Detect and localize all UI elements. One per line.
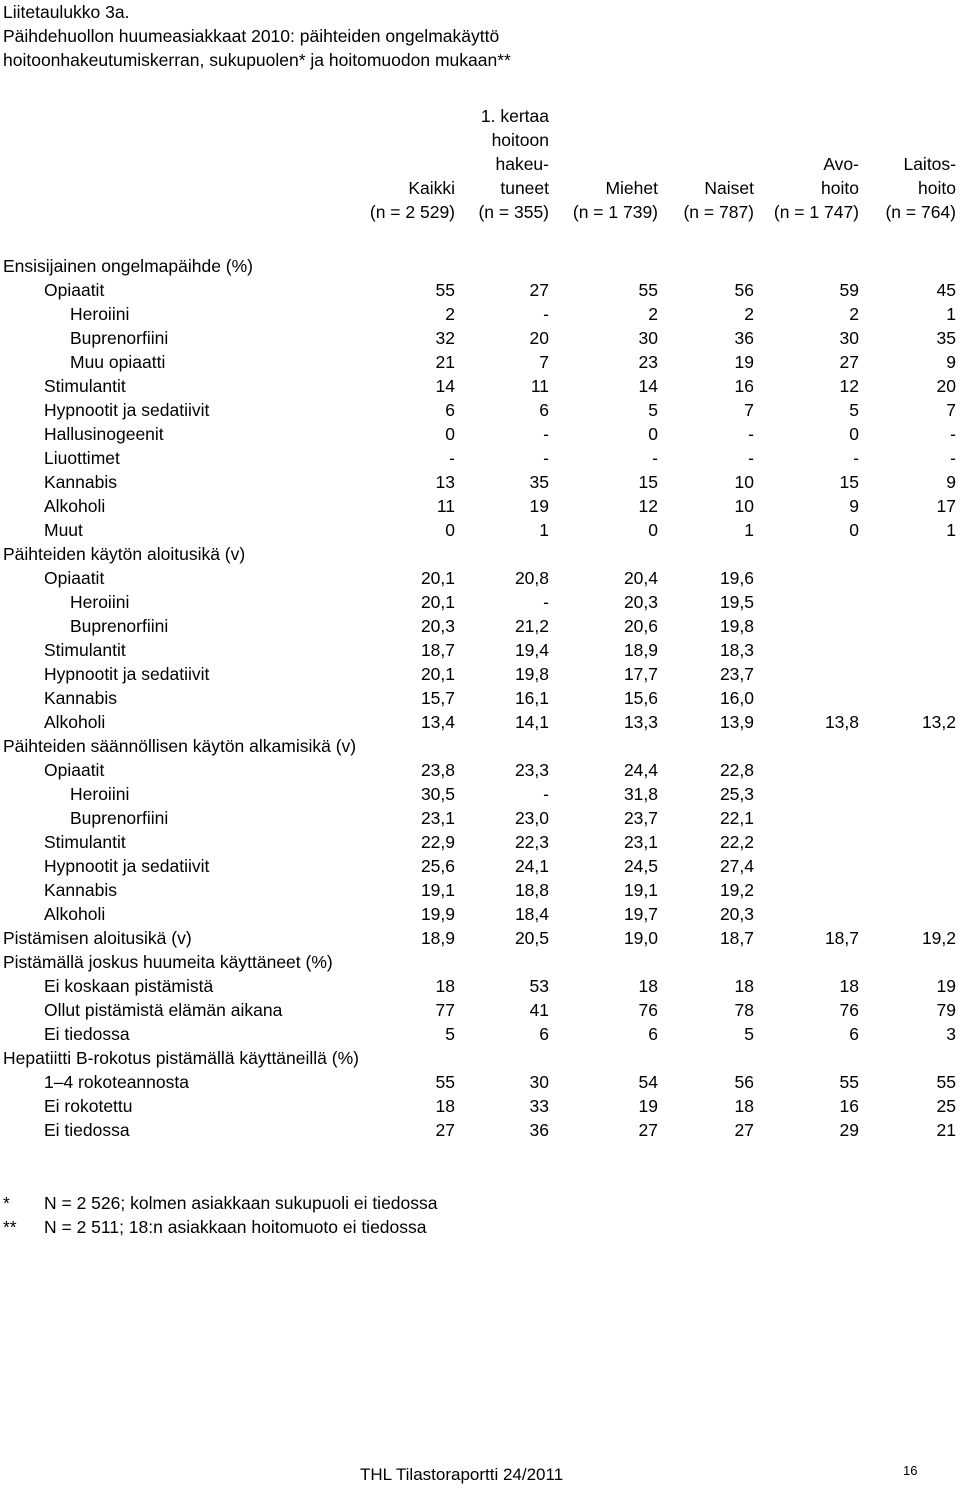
table-cell: 19,1	[420, 880, 455, 900]
appendix-label: Liitetaulukko 3a.	[3, 2, 130, 22]
table-cell: 20,3	[719, 904, 754, 924]
table-cell: -	[449, 448, 455, 468]
table-cell: 30	[638, 328, 658, 348]
row-label: Hepatiitti B-rokotus pistämällä käyttäneillä (%)	[3, 1048, 359, 1068]
table-cell: 27	[839, 352, 859, 372]
table-cell: 23,8	[420, 760, 455, 780]
table-cell: 20	[529, 328, 549, 348]
table-cell: 20	[936, 376, 956, 396]
table-cell: -	[748, 424, 754, 444]
table-cell: 21,2	[514, 616, 549, 636]
table-cell: 2	[445, 304, 455, 324]
table-cell: 20,8	[514, 568, 549, 588]
table-cell: 18,7	[719, 928, 754, 948]
row-label: Päihteiden käytön aloitusikä (v)	[3, 544, 246, 564]
row-label: Ei tiedossa	[44, 1120, 130, 1140]
table-row	[0, 518, 960, 542]
table-cell: 17	[936, 496, 956, 516]
table-cell: 41	[529, 1000, 549, 1020]
row-label: Opiaatit	[44, 760, 105, 780]
table-cell: 56	[734, 280, 754, 300]
row-label: Opiaatit	[44, 568, 105, 588]
table-cell: 32	[435, 328, 455, 348]
table-cell: 10	[734, 496, 754, 516]
table-cell: 20,3	[420, 616, 455, 636]
table-cell: 0	[648, 520, 658, 540]
table-row	[0, 830, 960, 854]
column-header-label: Naiset	[704, 178, 754, 198]
row-label: Buprenorfiini	[70, 616, 169, 636]
table-cell: 0	[849, 424, 859, 444]
table-cell: 23,7	[719, 664, 754, 684]
row-label: 1–4 rokoteannosta	[44, 1072, 189, 1092]
table-cell: 0	[648, 424, 658, 444]
table-row	[0, 998, 960, 1022]
table-row	[0, 1094, 960, 1118]
row-label: Pistämällä joskus huumeita käyttäneet (%)	[3, 952, 333, 972]
row-label: Ei koskaan pistämistä	[44, 976, 214, 996]
column-header-label: Miehet	[605, 178, 658, 198]
table-row	[0, 662, 960, 686]
column-header-n: (n = 1 739)	[572, 202, 658, 222]
table-cell: 19,8	[514, 664, 549, 684]
table-cell: 23,0	[514, 808, 549, 828]
table-cell: 35	[936, 328, 956, 348]
table-row	[0, 326, 960, 350]
table-row	[0, 566, 960, 590]
table-cell: 20,1	[420, 592, 455, 612]
table-cell: 19,2	[921, 928, 956, 948]
table-cell: 19,0	[623, 928, 658, 948]
table-row	[0, 374, 960, 398]
table-cell: 15,7	[420, 688, 455, 708]
footnote-text: N = 2 526; kolmen asiakkaan sukupuoli ei tiedossa	[44, 1193, 438, 1213]
table-cell: 56	[734, 1072, 754, 1092]
table-cell: 23,3	[514, 760, 549, 780]
table-cell: 19,8	[719, 616, 754, 636]
row-label: Kannabis	[44, 472, 117, 492]
table-row	[0, 1118, 960, 1142]
table-cell: 1	[744, 520, 754, 540]
table-cell: 18	[638, 976, 658, 996]
table-cell: 20,6	[623, 616, 658, 636]
table-cell: 17,7	[623, 664, 658, 684]
table-cell: 19,6	[719, 568, 754, 588]
row-label: Buprenorfiini	[70, 328, 169, 348]
row-label: Pistämisen aloitusikä (v)	[3, 928, 192, 948]
table-cell: 59	[839, 280, 859, 300]
table-cell: 76	[638, 1000, 658, 1020]
table-cell: 30	[839, 328, 859, 348]
row-label: Päihteiden säännöllisen käytön alkamisikä (v)	[3, 736, 357, 756]
row-label: Buprenorfiini	[70, 808, 169, 828]
row-label: Hypnootit ja sedatiivit	[44, 400, 210, 420]
table-cell: 22,1	[719, 808, 754, 828]
table-cell: 19,5	[719, 592, 754, 612]
section-row	[0, 734, 960, 758]
table-cell: 20,1	[420, 664, 455, 684]
table-cell: 18,7	[824, 928, 859, 948]
table-cell: 30	[529, 1072, 549, 1092]
table-cell: 13,2	[921, 712, 956, 732]
table-cell: 13,4	[420, 712, 455, 732]
table-cell: 6	[445, 400, 455, 420]
row-label: Heroiini	[70, 304, 130, 324]
column-header-label: Laitos- hoito	[903, 154, 956, 198]
table-cell: 18	[435, 1096, 455, 1116]
table-cell: 16	[734, 376, 754, 396]
table-cell: 3	[946, 1024, 956, 1044]
table-cell: 9	[946, 472, 956, 492]
row-label: Stimulantit	[44, 640, 126, 660]
row-label: Alkoholi	[44, 904, 106, 924]
table-cell: 15	[638, 472, 658, 492]
page-number: 16	[903, 1463, 918, 1478]
table-cell: 5	[648, 400, 658, 420]
table-row	[0, 638, 960, 662]
table-row	[0, 854, 960, 878]
table-cell: 36	[529, 1120, 549, 1140]
table-row	[0, 398, 960, 422]
table-cell: 13,9	[719, 712, 754, 732]
table-cell: 33	[529, 1096, 549, 1116]
column-headers	[0, 104, 960, 232]
table-cell: 23,7	[623, 808, 658, 828]
column-header-label: Kaikki	[408, 178, 455, 198]
table-cell: 27,4	[719, 856, 754, 876]
table-cell: 2	[744, 304, 754, 324]
table-cell: -	[652, 448, 658, 468]
row-label: Hypnootit ja sedatiivit	[44, 664, 210, 684]
table-cell: 6	[648, 1024, 658, 1044]
table-row	[0, 470, 960, 494]
table-cell: 19,1	[623, 880, 658, 900]
table-cell: 25,6	[420, 856, 455, 876]
row-label: Heroiini	[70, 784, 130, 804]
footnote	[0, 1215, 960, 1239]
table-cell: 0	[849, 520, 859, 540]
table-row	[0, 614, 960, 638]
row-label: Stimulantit	[44, 832, 126, 852]
table-cell: 18,4	[514, 904, 549, 924]
table-cell: 27	[734, 1120, 754, 1140]
footnotes	[0, 1191, 960, 1239]
table-cell: -	[950, 448, 956, 468]
table-row	[0, 494, 960, 518]
table-cell: -	[748, 448, 754, 468]
footnote-text: N = 2 511; 18:n asiakkaan hoitomuoto ei tiedossa	[44, 1217, 427, 1237]
table-cell: 36	[734, 328, 754, 348]
table-row	[0, 1070, 960, 1094]
row-label: Kannabis	[44, 880, 117, 900]
table-cell: 31,8	[623, 784, 658, 804]
table-row	[0, 1022, 960, 1046]
table-cell: 55	[435, 1072, 455, 1092]
table-cell: 35	[529, 472, 549, 492]
table-cell: 27	[638, 1120, 658, 1140]
table-cell: 54	[638, 1072, 658, 1092]
table-row	[0, 350, 960, 374]
table-cell: 18	[734, 1096, 754, 1116]
footnote	[0, 1191, 960, 1215]
column-header-label: Avo- hoito	[821, 154, 859, 198]
table-cell: 23,1	[623, 832, 658, 852]
table-cell: 12	[839, 376, 859, 396]
table-cell: 7	[946, 400, 956, 420]
table-cell: 11	[530, 376, 549, 396]
row-label: Ei rokotettu	[44, 1096, 133, 1116]
row-label: Heroiini	[70, 592, 130, 612]
table-cell: 20,5	[514, 928, 549, 948]
table-cell: 2	[648, 304, 658, 324]
table-cell: 6	[539, 400, 549, 420]
table-cell: 18	[734, 976, 754, 996]
table-cell: 55	[638, 280, 658, 300]
table-cell: 20,1	[420, 568, 455, 588]
table-cell: -	[543, 424, 549, 444]
column-header-n: (n = 355)	[478, 202, 549, 222]
table-cell: 5	[744, 1024, 754, 1044]
table-cell: 19	[734, 352, 754, 372]
table-cell: 76	[839, 1000, 859, 1020]
table-cell: 7	[744, 400, 754, 420]
table-cell: 19,9	[420, 904, 455, 924]
table-cell: 2	[849, 304, 859, 324]
table-cell: 16,1	[514, 688, 549, 708]
table-cell: 6	[849, 1024, 859, 1044]
table-cell: 19	[936, 976, 956, 996]
table-cell: 11	[436, 496, 455, 516]
column-header-n: (n = 2 529)	[369, 202, 455, 222]
table-cell: 18,9	[623, 640, 658, 660]
table-row	[0, 782, 960, 806]
table-cell: 55	[839, 1072, 859, 1092]
table-cell: 0	[445, 520, 455, 540]
table-cell: 25,3	[719, 784, 754, 804]
table-cell: 45	[936, 280, 956, 300]
table-cell: 13,3	[623, 712, 658, 732]
table-cell: 20,4	[623, 568, 658, 588]
row-label: Hallusinogeenit	[44, 424, 164, 444]
table-cell: 25	[936, 1096, 956, 1116]
table-cell: 21	[435, 352, 455, 372]
table-cell: 5	[849, 400, 859, 420]
table-cell: 22,2	[719, 832, 754, 852]
table-cell: 24,1	[514, 856, 549, 876]
table-cell: 16	[839, 1096, 859, 1116]
row-label: Alkoholi	[44, 712, 106, 732]
table-cell: 79	[936, 1000, 956, 1020]
table-title-line-1: Päihdehuollon huumeasiakkaat 2010: päihteiden ongelmakäyttö	[3, 26, 500, 46]
section-row	[0, 950, 960, 974]
table-cell: 24,5	[623, 856, 658, 876]
table-cell: 19,4	[514, 640, 549, 660]
row-label: Ei tiedossa	[44, 1024, 130, 1044]
table-cell: 18,3	[719, 640, 754, 660]
table-cell: 1	[946, 520, 956, 540]
column-header-n: (n = 787)	[683, 202, 754, 222]
table-row	[0, 278, 960, 302]
table-cell: 14,1	[514, 712, 549, 732]
table-cell: 18,8	[514, 880, 549, 900]
table-cell: 13,8	[824, 712, 859, 732]
table-row	[0, 446, 960, 470]
table-cell: 15	[839, 472, 859, 492]
table-cell: 1	[946, 304, 956, 324]
table-cell: 18	[839, 976, 859, 996]
table-cell: 23	[638, 352, 658, 372]
table-row	[0, 902, 960, 926]
table-row	[0, 878, 960, 902]
table-cell: 1	[539, 520, 549, 540]
table-cell: 22,3	[514, 832, 549, 852]
table-row	[0, 758, 960, 782]
footnote-mark: *	[3, 1193, 10, 1213]
table-cell: 27	[529, 280, 549, 300]
column-header-n: (n = 1 747)	[773, 202, 859, 222]
table-cell: 14	[638, 376, 658, 396]
table-cell: -	[950, 424, 956, 444]
table-cell: 55	[435, 280, 455, 300]
table-cell: 22,9	[420, 832, 455, 852]
row-label: Hypnootit ja sedatiivit	[44, 856, 210, 876]
table-cell: 21	[936, 1120, 956, 1140]
table-row	[0, 686, 960, 710]
table-cell: 24,4	[623, 760, 658, 780]
table-cell: 77	[435, 1000, 455, 1020]
row-label: Ollut pistämistä elämän aikana	[44, 1000, 283, 1020]
section-row	[0, 254, 960, 278]
table-cell: 29	[839, 1120, 859, 1140]
table-row	[0, 806, 960, 830]
table-cell: 30,5	[420, 784, 455, 804]
table-cell: 18,9	[420, 928, 455, 948]
table-cell: 19,2	[719, 880, 754, 900]
table-cell: 53	[529, 976, 549, 996]
table-cell: 18	[435, 976, 455, 996]
table-cell: 55	[936, 1072, 956, 1092]
table-cell: 15,6	[623, 688, 658, 708]
table-cell: 20,3	[623, 592, 658, 612]
row-label: Opiaatit	[44, 280, 105, 300]
column-header-label: 1. kertaa hoitoon hakeu- tuneet	[480, 106, 549, 198]
row-label: Muut	[44, 520, 83, 540]
table-cell: 23,1	[420, 808, 455, 828]
row-label: Stimulantit	[44, 376, 126, 396]
table-cell: -	[543, 784, 549, 804]
table-cell: -	[853, 448, 859, 468]
row-label: Alkoholi	[44, 496, 106, 516]
table-cell: 7	[539, 352, 549, 372]
publication-footer: THL Tilastoraportti 24/2011	[360, 1465, 564, 1484]
table-cell: 12	[638, 496, 658, 516]
table-cell: 19	[529, 496, 549, 516]
row-label: Kannabis	[44, 688, 117, 708]
table-cell: -	[543, 304, 549, 324]
table-row	[0, 590, 960, 614]
section-row	[0, 926, 960, 950]
table-cell: -	[543, 592, 549, 612]
section-row	[0, 542, 960, 566]
table-cell: 27	[435, 1120, 455, 1140]
table-cell: 18,7	[420, 640, 455, 660]
table-cell: 9	[849, 496, 859, 516]
table-cell: 9	[946, 352, 956, 372]
table-cell: 10	[734, 472, 754, 492]
table-cell: 78	[734, 1000, 754, 1020]
table-cell: 6	[539, 1024, 549, 1044]
table-cell: 13	[435, 472, 455, 492]
table-cell: 16,0	[719, 688, 754, 708]
table-cell: 0	[445, 424, 455, 444]
column-header-n: (n = 764)	[885, 202, 956, 222]
table-cell: 22,8	[719, 760, 754, 780]
table-cell: 19	[638, 1096, 658, 1116]
table-cell: 19,7	[623, 904, 658, 924]
table-row	[0, 974, 960, 998]
row-label: Muu opiaatti	[70, 352, 166, 372]
section-row	[0, 1046, 960, 1070]
table-cell: 5	[445, 1024, 455, 1044]
table-row	[0, 422, 960, 446]
table-title-line-2: hoitoonhakeutumiskerran, sukupuolen* ja hoitomuodon mukaan**	[3, 50, 511, 70]
table-cell: -	[543, 448, 549, 468]
row-label: Liuottimet	[44, 448, 120, 468]
table-row	[0, 302, 960, 326]
data-table	[0, 254, 960, 1142]
row-label: Ensisijainen ongelmapäihde (%)	[3, 256, 254, 276]
table-row	[0, 710, 960, 734]
footnote-mark: **	[3, 1217, 17, 1237]
table-cell: 14	[435, 376, 455, 396]
